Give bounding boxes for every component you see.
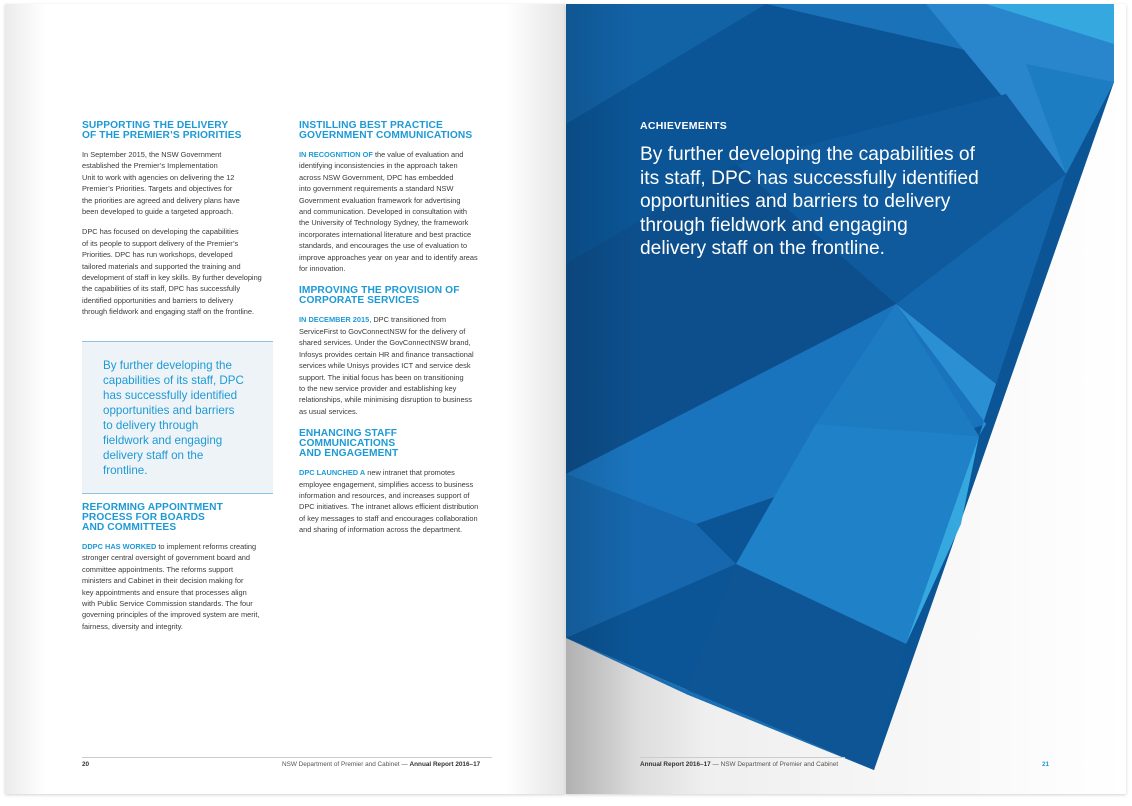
page-number-left xyxy=(82,761,89,768)
text-line: identifying inconsistencies in the approach taken xyxy=(299,161,458,171)
text-line: to the new service provider and establishing key xyxy=(299,383,457,393)
text-line: information and resources, and increases support of xyxy=(299,490,470,500)
text-line: Premier’s Priorities. Targets and objectives for xyxy=(82,184,233,194)
achievements-text xyxy=(640,143,1020,261)
text-span: , DPC transitioned from xyxy=(369,315,447,325)
heading-supporting-delivery xyxy=(82,121,275,141)
text-line: has successfully identified xyxy=(103,389,238,402)
lead-in: IN RECOGNITION OF xyxy=(299,150,373,159)
gutter-shadow-left xyxy=(505,4,565,794)
text-line: standards, and encourages the use of evaluation to xyxy=(299,241,468,251)
paragraph-reforms xyxy=(82,541,275,632)
text-line: key appointments and ensure that processes align xyxy=(82,587,247,597)
footer-org: NSW Department of Premier and Cabinet — xyxy=(282,761,410,768)
text-line: to delivery through xyxy=(103,419,199,432)
text-line: stronger central oversight of government board and xyxy=(82,553,251,563)
page-number-text: 20 xyxy=(82,761,90,768)
text-line: Unit to work with agencies on delivering the 12 xyxy=(82,172,235,182)
text-line: the University of Technology Sydney, the framework xyxy=(299,218,469,228)
text-line: In September 2015, the NSW Government xyxy=(82,150,222,159)
text-line: By further developing the xyxy=(103,359,232,372)
lead-in: IN DECEMBER 2015 xyxy=(299,315,370,325)
text-line: incorporates international literature and best practice xyxy=(299,229,472,239)
footer-right xyxy=(640,761,838,768)
heading-line: INSTILLING BEST PRACTICE xyxy=(299,120,443,131)
heading-enhancing-staff xyxy=(299,429,499,459)
pull-quote-box xyxy=(82,341,273,494)
text-line: ministers and Cabinet in their decision making for xyxy=(82,576,244,586)
text-line: development of staff in key skills. By further developing xyxy=(82,273,262,283)
text-line: opportunities and barriers to delivery xyxy=(640,191,951,213)
text-line: and communication. Developed in consultation with xyxy=(299,207,468,217)
heading-line: ENHANCING STAFF xyxy=(299,428,398,440)
footer-report: Annual Report 2016–17 xyxy=(409,761,481,768)
text-line xyxy=(299,314,499,325)
text-line: as usual services. xyxy=(299,406,358,416)
lead-in: DDPC HAS WORKED xyxy=(82,542,157,551)
text-line: delivery staff on the xyxy=(103,449,204,462)
paragraph-capabilities xyxy=(82,226,275,317)
text-line: support. The initial focus has been on transitioning xyxy=(299,372,464,382)
page-number-right xyxy=(1042,761,1049,768)
text-line: the capabilities of its staff, DPC has successfully xyxy=(82,284,241,294)
heading-line: PROCESS FOR BOARDS xyxy=(82,512,205,523)
text-line: through fieldwork and engaging xyxy=(640,214,908,236)
text-line: been developed to guide a targeted approach. xyxy=(82,207,234,217)
text-line: of key messages to staff and encourages collaboration xyxy=(299,513,478,523)
text-line: services while Unisys provides ICT and service desk xyxy=(299,361,471,371)
text-line: delivery staff on the frontline. xyxy=(640,238,885,260)
text-line: By further developing the capabilities of xyxy=(640,144,975,165)
text-line: ServiceFirst to GovConnectNSW for the delivery of xyxy=(299,326,466,336)
paragraph-implementation-unit xyxy=(82,149,275,217)
text-line: fairness, diversity and integrity. xyxy=(82,621,183,631)
heading-line: AND ENGAGEMENT xyxy=(299,448,399,460)
heading-line: OF THE PREMIER’S PRIORITIES xyxy=(82,130,242,141)
heading-line: REFORMING APPOINTMENT xyxy=(82,502,223,513)
pull-quote-text xyxy=(103,358,258,478)
text-line: fieldwork and engaging xyxy=(103,434,223,447)
page-number-text: 21 xyxy=(1042,761,1050,768)
text-line: the priorities are agreed and delivery plans have xyxy=(82,195,240,205)
text-line xyxy=(299,467,499,478)
text-line: shared services. Under the GovConnectNSW brand, xyxy=(299,338,471,348)
text-line: employee engagement, simplifies access to business xyxy=(299,479,474,489)
footer-left xyxy=(282,761,480,768)
text-line: frontline. xyxy=(103,464,148,477)
heading-line: IMPROVING THE PROVISION OF xyxy=(299,285,460,297)
paragraph-evaluation xyxy=(299,149,499,274)
heading-line: COMMUNICATIONS xyxy=(299,438,396,450)
text-line: governing principles of the improved system are merit, xyxy=(82,610,260,620)
text-line: with Public Service Commission standards. The four xyxy=(82,599,253,609)
text-line: established the Premier’s Implementation xyxy=(82,161,218,171)
text-line: relationships, while minimising disruption to business xyxy=(299,395,472,405)
text-line: across NSW Government, DPC has embedded xyxy=(299,172,454,182)
text-line: Government evaluation framework for advertising xyxy=(299,195,461,205)
text-line: capabilities of its staff, DPC xyxy=(103,374,244,387)
footer-org: — NSW Department of Premier and Cabinet xyxy=(710,761,839,768)
lead-in: DPC LAUNCHED A xyxy=(299,468,366,478)
text-span: the value of evaluation and xyxy=(372,150,464,159)
text-line: committee appointments. The reforms support xyxy=(82,564,234,574)
heading-line: CORPORATE SERVICES xyxy=(299,295,420,307)
text-line: identified opportunities and barriers to delivery xyxy=(82,295,234,305)
text-line xyxy=(299,149,499,160)
text-line: for innovation. xyxy=(299,264,346,274)
paragraph-intranet xyxy=(299,467,499,535)
heading-line: GOVERNMENT COMMUNICATIONS xyxy=(299,130,473,141)
left-column-1-lower xyxy=(82,503,275,641)
text-line: and sharing of information across the department. xyxy=(299,525,463,535)
text-line: its staff, DPC has successfully identified xyxy=(640,167,979,189)
left-column-2 xyxy=(299,121,499,545)
achievements-title: ACHIEVEMENTS xyxy=(640,120,728,132)
heading-line: SUPPORTING THE DELIVERY xyxy=(82,120,229,131)
text-line xyxy=(82,541,275,552)
text-line: Infosys provides certain HR and finance transactional xyxy=(299,349,474,359)
paragraph-govconnect xyxy=(299,314,499,417)
text-span: new intranet that promotes xyxy=(365,468,455,478)
text-line: Priorities. DPC has run workshops, developed xyxy=(82,250,233,260)
heading-line: AND COMMITTEES xyxy=(82,522,177,533)
left-column-1 xyxy=(82,121,275,327)
text-line: improve approaches year on year and to identify areas xyxy=(299,252,478,262)
text-line: DPC has focused on developing the capabilities xyxy=(82,227,239,237)
text-line: tailored materials and supported the training and xyxy=(82,261,241,271)
heading-reforming-appointment xyxy=(82,503,275,533)
text-line: through fieldwork and engaging staff on the frontline. xyxy=(82,307,255,317)
heading-improving-provision xyxy=(299,286,499,306)
text-span: to implement reforms creating xyxy=(156,542,257,551)
footer-report: Annual Report 2016–17 xyxy=(640,761,711,768)
footer-rule-left xyxy=(82,757,492,758)
footer-rule-right xyxy=(640,757,845,758)
text-line: opportunities and barriers xyxy=(103,404,235,417)
text-line: into government requirements a standard NSW xyxy=(299,184,454,194)
text-line: DPC initiatives. The intranet allows efficient distribution xyxy=(299,502,479,512)
heading-instilling-best-practice xyxy=(299,121,499,141)
text-line: of its people to support delivery of the Premier’s xyxy=(82,238,239,248)
